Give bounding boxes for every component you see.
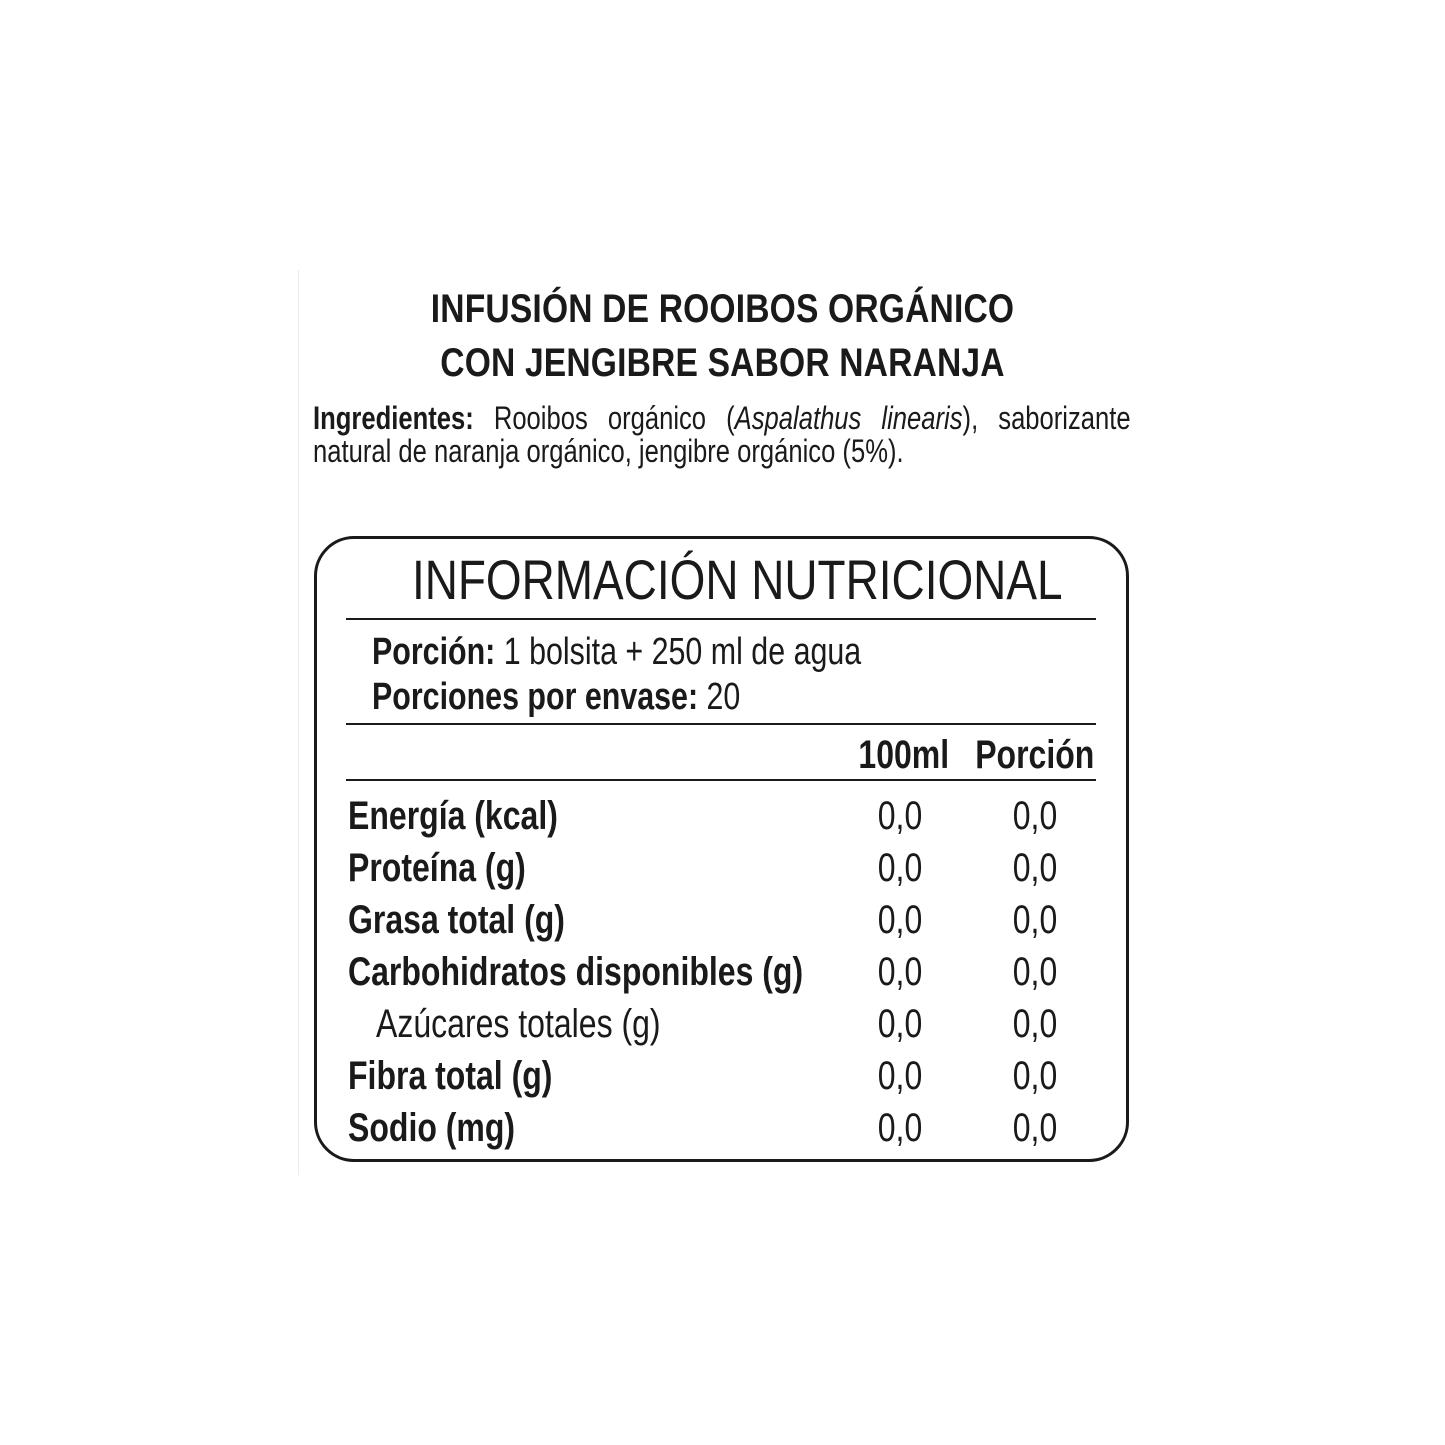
nutrient-value-portion: 0,0 [1012,950,1058,994]
column-header-portion: Porción [975,733,1095,777]
product-title-line-1: INFUSIÓN DE ROOIBOS ORGÁNICO [430,287,1015,331]
serving-value: 1 bolsita + 250 ml de agua [495,631,862,673]
ingredients-text-a: Rooibos orgánico ( [473,400,735,436]
nutrient-label: Proteína (g) [348,846,526,890]
servings-per-pack [372,675,740,719]
ingredients-text [313,402,1131,468]
nutrient-value-100ml: 0,0 [877,950,923,994]
nutrient-label: Energía (kcal) [348,794,558,838]
nutrition-title: INFORMACIÓN NUTRICIONAL [411,548,1063,611]
nutrient-value-100ml: 0,0 [877,1106,923,1150]
nutrient-label: Carbohidratos disponibles (g) [348,950,804,994]
nutrient-row [348,791,1098,843]
label-edge-line [298,270,299,1175]
nutrient-value-portion: 0,0 [1012,794,1058,838]
nutrient-value-portion: 0,0 [1012,1054,1058,1098]
servings-per-pack-value: 20 [698,676,741,718]
product-title [384,282,1060,390]
column-header-100ml: 100ml [858,733,950,777]
nutrient-label: Grasa total (g) [348,898,565,942]
nutrient-row [348,1051,1098,1103]
serving-label: Porción: [372,631,496,673]
nutrient-value-100ml: 0,0 [877,1054,923,1098]
nutrient-value-portion: 0,0 [1012,898,1058,942]
ingredients-text-b: ), saborizante natural de naranja orgánico, jengibre orgánico (5%). [313,400,1131,469]
servings-per-pack-label: Porciones por envase: [372,676,699,718]
ingredients-label: Ingredientes: [313,400,474,436]
nutrient-value-portion: 0,0 [1012,846,1058,890]
nutrient-label: Sodio (mg) [348,1106,516,1150]
nutrient-value-100ml: 0,0 [877,846,923,890]
nutrient-row [348,843,1098,895]
nutrient-subrow [348,999,1098,1051]
nutrient-value-portion: 0,0 [1012,1002,1058,1046]
nutrient-row [348,895,1098,947]
product-title-line-2: CON JENGIBRE SABOR NARANJA [440,341,1005,385]
divider-line [346,723,1096,725]
nutrient-row [348,1103,1098,1155]
serving-size [372,630,861,674]
nutrient-label: Fibra total (g) [348,1054,553,1098]
nutrient-value-100ml: 0,0 [877,794,923,838]
ingredients-scientific-name: Aspalathus linearis [734,400,963,436]
divider-line [346,779,1096,781]
nutrient-label: Azúcares totales (g) [376,1002,661,1046]
divider-line [346,618,1096,620]
nutrient-row [348,947,1098,999]
nutrient-value-portion: 0,0 [1012,1106,1058,1150]
nutrient-value-100ml: 0,0 [877,898,923,942]
nutrient-value-100ml: 0,0 [877,1002,923,1046]
